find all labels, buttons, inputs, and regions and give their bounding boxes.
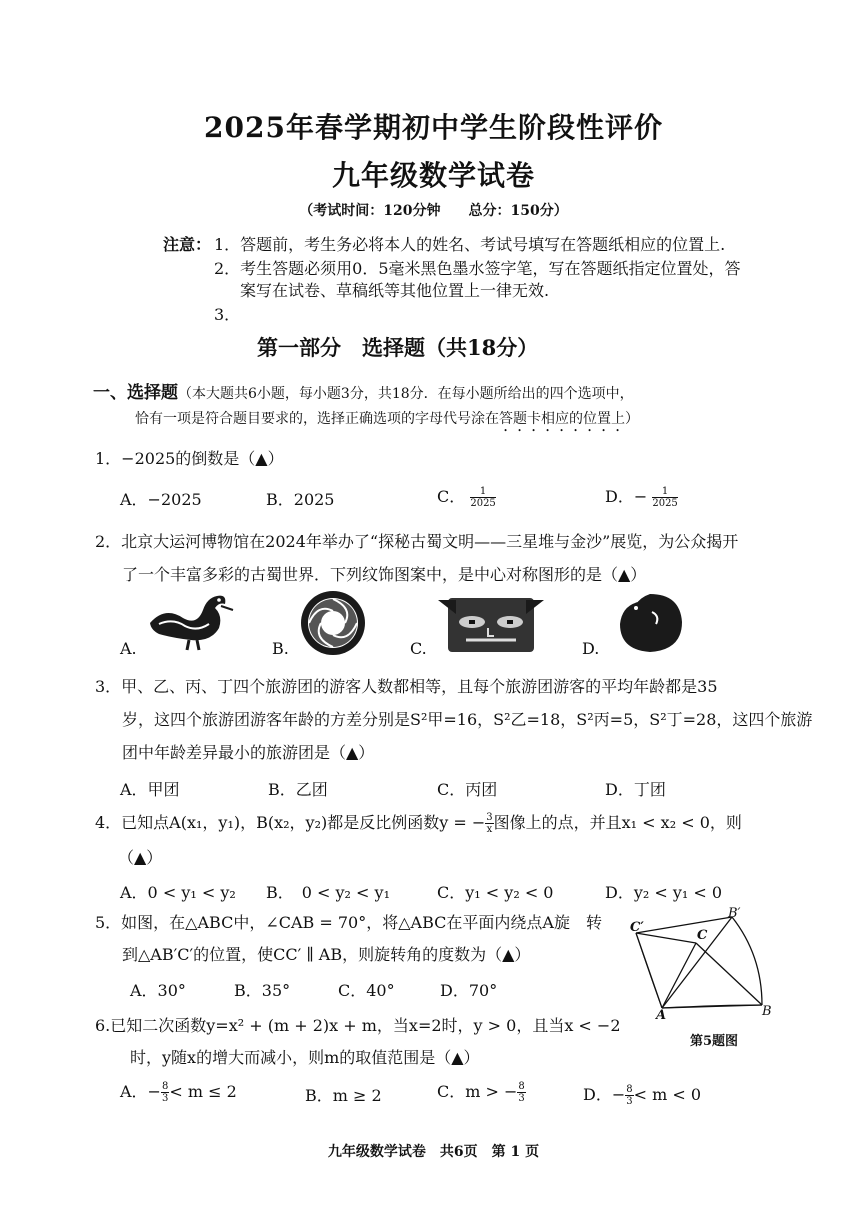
q5-label-b-prime: B′ [728,906,741,921]
exam-subtitle: 九年级数学试卷 [331,159,535,192]
fraction-numerator: 8 [161,1081,169,1092]
section-desc-2c: ） [625,411,639,427]
q1-option-d [605,484,678,509]
q3-option-b: B．乙团 [268,780,328,799]
q6-option-c-label: C．m > − [437,1082,518,1101]
q1-option-c-label: C． [437,487,466,506]
q6-option-a-label: A．− [120,1082,161,1101]
swirl-disc-image [298,588,368,658]
q4-line-1a: 4．已知点A(x₁，y₁)，B(x₂，y₂)都是反比例函数y = − [95,813,486,832]
q1-option-b: B．2025 [266,490,335,509]
q4-option-d: D．y₂ < y₁ < 0 [605,883,723,902]
q2-option-c: C. [410,639,427,658]
q2-option-d: D. [582,639,600,658]
q5-option-d: D．70° [440,981,498,1000]
q4-option-a: A．0 < y₁ < y₂ [120,883,236,902]
q6-option-d-rest: < m < 0 [633,1085,702,1104]
fraction-denominator: x [486,824,493,835]
q6-option-a [120,1079,237,1104]
bird-ornament-image [145,588,240,654]
notice-item-2-cont: 案写在试卷、草稿纸等其他位置上一律无效. [240,281,550,300]
q6-option-d-fraction [625,1084,633,1107]
q4-option-c: C．y₁ < y₂ < 0 [437,883,554,902]
q3-line-3: 团中年龄差异最小的旅游团是（▲） [122,743,375,762]
notice-item-1: 1．答题前，考生务必将本人的姓名、考试号填写在答题纸相应的位置上. [214,235,726,254]
q6-option-a-rest: < m ≤ 2 [169,1082,237,1101]
exam-title: 2025年春学期初中学生阶段性评价 [204,111,663,144]
section-desc-2 [135,408,639,435]
page-footer: 九年级数学试卷 共6页 第 1 页 [327,1144,540,1160]
q3-option-c: C．丙团 [437,780,498,799]
q5-triangle-figure [622,905,782,1025]
notice-label: 注意： [163,235,212,254]
section-title: 一、选择题 [93,383,178,403]
fraction-denominator: 2025 [652,498,678,509]
q1-option-d-label: D．− [605,487,648,506]
exam-info: （考试时间：120分钟 总分：150分） [299,203,568,219]
q3-line-2: 岁，这四个旅游团游客年龄的方差分别是S²甲=16，S²乙=18，S²丙=5，S²丁=28，这四个旅游 [122,710,813,729]
q5-option-a: A．30° [130,981,186,1000]
section-header [93,378,634,403]
q6-option-c [437,1079,526,1104]
q4-line-1 [95,810,742,835]
section-desc-1: （本大题共6小题，每小题3分，共18分．在每小题所给出的四个选项中， [178,386,634,402]
q3-option-d: D．丁团 [605,780,666,799]
fraction-numerator: 3 [486,812,493,823]
q5-option-c: C．40° [338,981,395,1000]
q3-option-a: A．甲团 [120,780,180,799]
q5-label-a: A [656,1008,667,1023]
q5-label-c-prime: C′ [630,920,644,935]
q3-line-1: 3．甲、乙、丙、丁四个旅游团的游客人数都相等，且每个旅游团游客的平均年龄都是35 [95,677,718,696]
notice-item-3: 3． [214,305,241,324]
notice-item-2: 2．考生答题必须用0．5毫米黑色墨水签字笔，写在答题纸指定位置处，答 [214,259,741,278]
q4-option-b: B． 0 < y₂ < y₁ [266,883,391,902]
q4-line-1b: 图像上的点，并且x₁ < x₂ < 0，则 [493,813,742,832]
fraction-numerator: 8 [626,1084,633,1095]
q6-option-d-label: D．− [583,1085,626,1104]
q1-option-c [437,484,496,509]
q1-stem: 1．−2025的倒数是（▲） [95,449,284,468]
q6-line-2: 时，y随x的增大而减小，则m的取值范围是（▲） [130,1048,480,1067]
q5-label-b: B [762,1004,772,1019]
q5-figure-caption: 第5题图 [690,1034,739,1049]
q6-option-c-fraction [517,1081,525,1104]
q1-option-d-fraction [652,486,677,509]
q5-line-2: 到△AB′C′的位置，使CC′ ∥ AB，则旋转角的度数为（▲） [122,945,531,964]
q2-line-2: 了一个丰富多彩的古蜀世界．下列纹饰图案中，是中心对称图形的是（▲） [122,565,647,584]
q6-line-1: 6.已知二次函数y=x² + (m + 2)x + m，当x=2时，y > 0，且当x < −2 [95,1016,621,1035]
fraction-denominator: 3 [161,1093,169,1104]
q2-line-1: 2．北京大运河博物馆在2024年举办了“探秘古蜀文明——三星堆与金沙”展览，为公众揭开 [95,532,739,551]
q5-option-b: B．35° [234,981,291,1000]
fraction-numerator: 8 [518,1081,525,1092]
q2-option-b: B. [272,639,289,658]
q2-option-a: A. [120,639,137,658]
fraction-numerator: 1 [470,486,495,498]
q4-line-2: （▲） [118,848,163,867]
section-desc-2a: 恰有一项是符合题目要求的，选择正确选项的字母代号涂在 [135,411,499,427]
fraction-denominator: 3 [518,1093,525,1104]
q5-line-1: 5．如图，在△ABC中，∠CAB = 70°，将△ABC在平面内绕点A旋 转 [95,913,602,932]
q5-label-c: C [697,928,708,943]
dragon-ornament-image [612,588,688,656]
q6-option-b: B．m ≥ 2 [305,1086,382,1105]
fraction-denominator: 2025 [470,498,496,509]
q1-option-a: A．−2025 [120,490,202,509]
section-desc-2b: 答题卡相应的位置上 [499,411,625,427]
bronze-mask-image [436,592,546,656]
fraction-denominator: 3 [626,1096,633,1107]
part-title: 第一部分 选择题（共18分） [257,335,539,360]
q6-option-d [583,1082,701,1107]
q1-option-c-fraction [470,486,495,509]
fraction-numerator: 1 [652,486,677,498]
q4-fraction [485,812,493,835]
